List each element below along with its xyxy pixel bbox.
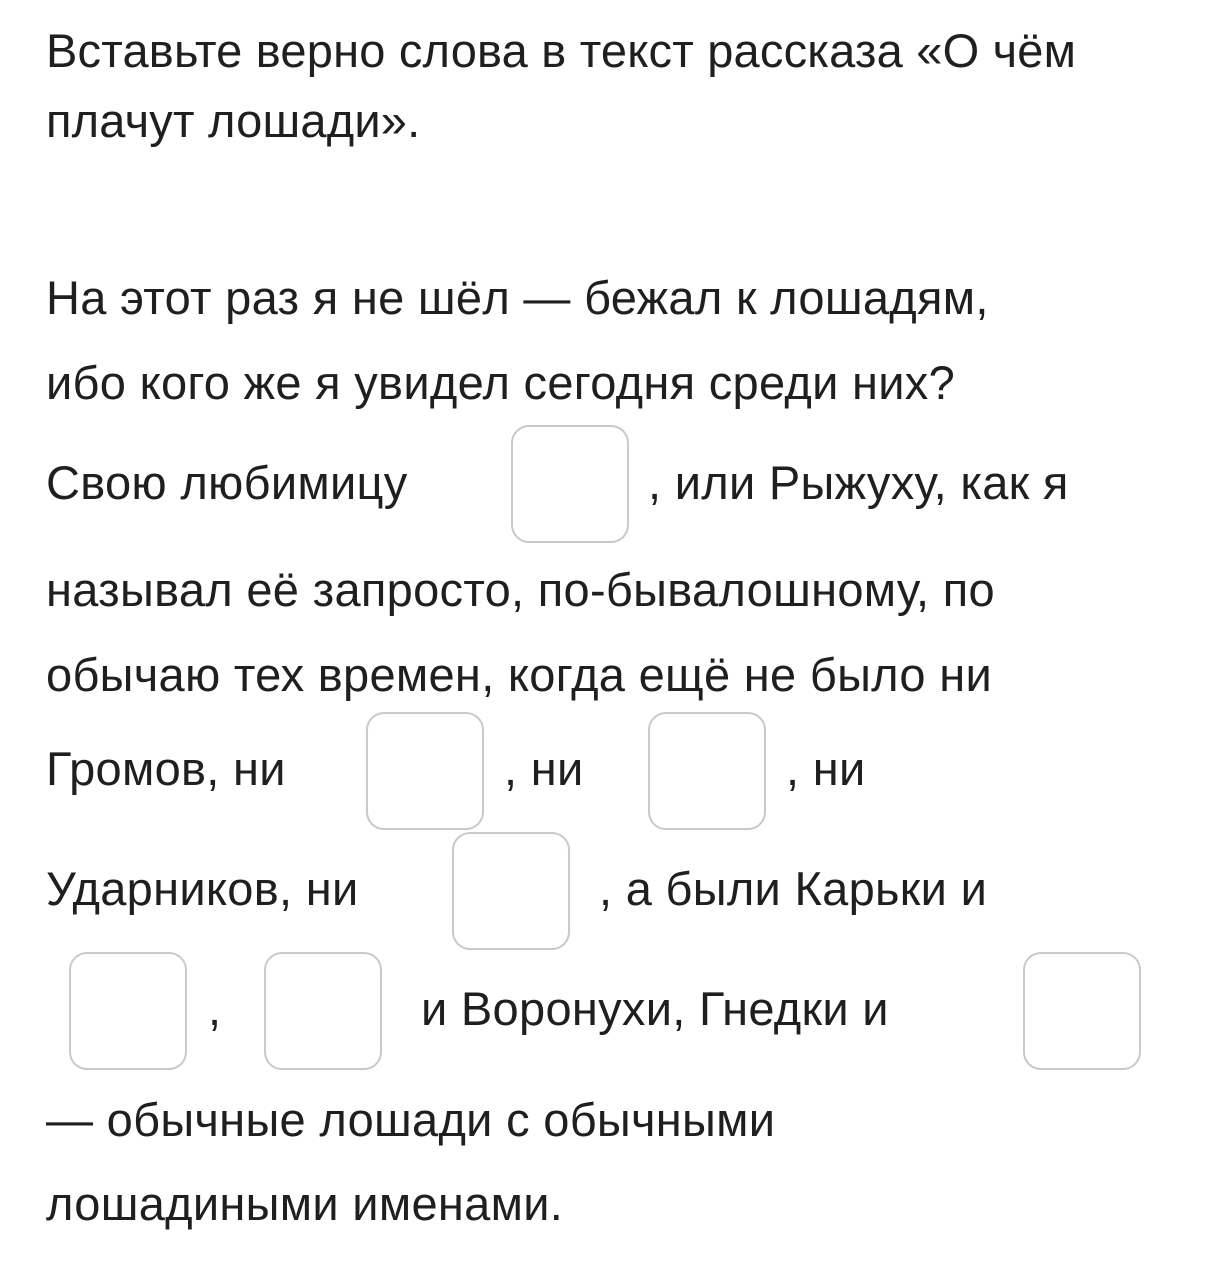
answer-slot-3[interactable] — [648, 712, 766, 830]
text-line: обычаю тех времен, когда ещё не было ни — [46, 648, 993, 701]
text-line: и Воронухи, Гнедки и — [421, 982, 889, 1035]
text-line: , ни — [786, 742, 866, 795]
text-line: Ударников, ни — [46, 862, 359, 915]
text-line: , — [208, 982, 222, 1035]
answer-slot-7[interactable] — [1023, 952, 1141, 1070]
text-line: ибо кого же я увидел сегодня среди них? — [46, 356, 956, 409]
text-line: Громов, ни — [46, 742, 286, 795]
answer-slot-4[interactable] — [452, 832, 570, 950]
task-title: Вставьте верно слова в текст рассказа «О чём плачут лошади». — [46, 24, 1077, 147]
text-line: На этот раз я не шёл — бежал к лошадям, — [46, 271, 989, 324]
text-line: — обычные лошади с обычными — [46, 1093, 776, 1146]
text-line: называл её запросто, по-бывалошному, по — [46, 563, 995, 616]
answer-slot-1[interactable] — [511, 425, 629, 543]
answer-slot-5[interactable] — [69, 952, 187, 1070]
text-line: лошадиными именами. — [46, 1177, 564, 1230]
text-line: , или Рыжуху, как я — [648, 456, 1069, 509]
text-line: , ни — [504, 742, 584, 795]
answer-slot-2[interactable] — [366, 712, 484, 830]
text-line: Свою любимицу — [46, 456, 408, 509]
answer-slot-6[interactable] — [264, 952, 382, 1070]
text-line: , а были Карьки и — [599, 862, 988, 915]
